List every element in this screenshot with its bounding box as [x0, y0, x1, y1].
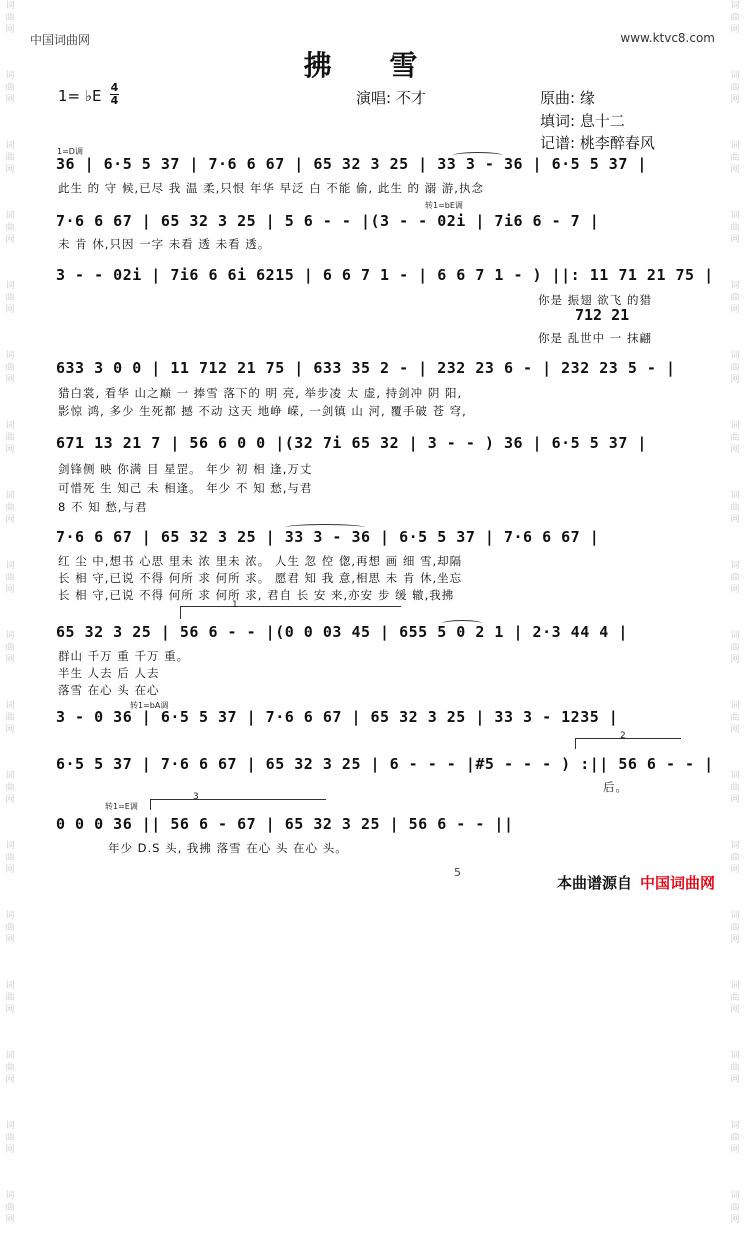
- song-title: 拂 雪: [303, 49, 442, 82]
- lyric-line-4b: 影惊 鸿, 多少 生死都 撼 不动 这天 地峥 嵘, 一剑镇 山 河, 覆手破 苍 穹,: [58, 404, 467, 418]
- notation-line-10: 0 0 0 36 || 56 6 - 67 | 65 32 3 25 | 56 6 - - ||: [56, 815, 514, 833]
- footer-brand: 中国词曲网: [639, 874, 715, 892]
- lyric-line-3: 你是 振翅 欲飞 的猎: [538, 293, 652, 307]
- alternate-notes: 712 21: [575, 306, 630, 324]
- alternate-lyric: 你是 乱世中 一 抹翩: [538, 331, 652, 345]
- key-signature: 1= ♭E: [58, 87, 102, 105]
- lyric-line-4a: 猎白裳, 看华 山之巅 一 捧雪 落下的 明 亮, 举步凌 太 虚, 持剑冲 阴 阳,: [58, 386, 463, 400]
- watermark-text: 词曲网: [5, 1121, 15, 1155]
- key-mark-d: 1=D调: [57, 147, 83, 156]
- notation-line-3: 3 - - 02i | 7i6 6 6i 6215 | 6 6 7 1 - | 6 6 7 1 - ) ||: 11 71 21 75 |: [56, 266, 714, 284]
- lyric-line-10: 年少 D.S 头, 我拂 落雪 在心 头 在心 头。: [108, 841, 348, 855]
- watermark-text: 词曲网: [730, 141, 740, 175]
- watermark-text: 词曲网: [5, 141, 15, 175]
- watermark-column-right: [728, 0, 742, 1260]
- lyric-line-7b: 半生 人去 后 人去: [58, 666, 160, 680]
- tie-mark: [285, 524, 365, 531]
- watermark-text: 词曲网: [730, 1, 740, 35]
- watermark-text: 词曲网: [5, 351, 15, 385]
- modulation-mark-ba: 转1=bA调: [130, 701, 169, 710]
- page-number: 5: [454, 866, 461, 879]
- source-footer: [557, 872, 715, 893]
- notation-line-7: 65 32 3 25 | 56 6 - - |(0 0 03 45 | 655 5 0 2 1 | 2·3 44 4 |: [56, 623, 628, 641]
- volta-bracket-3: [150, 799, 326, 810]
- lyric-line-6b: 长 相 守,已说 不得 何所 求 何所 求。 愿君 知 我 意,相思 未 肯 休,坐忘: [58, 571, 463, 585]
- watermark-text: 词曲网: [5, 491, 15, 525]
- volta-number-1: 1: [232, 600, 238, 610]
- watermark-text: 词曲网: [5, 911, 15, 945]
- modulation-mark-e: 转1=E调: [105, 802, 138, 811]
- site-url: www.ktvc8.com: [620, 31, 715, 45]
- lyric-line-7c: 落雪 在心 头 在心: [58, 683, 160, 697]
- notation-line-6: 7·6 6 67 | 65 32 3 25 | 33 3 - 36 | 6·5 5 37 | 7·6 6 67 |: [56, 528, 600, 546]
- watermark-text: 词曲网: [730, 981, 740, 1015]
- notation-line-9: 6·5 5 37 | 7·6 6 67 | 65 32 3 25 | 6 - - - |#5 - - - ) :|| 56 6 - - |: [56, 755, 714, 773]
- notation-line-8: 3 - 0 36 | 6·5 5 37 | 7·6 6 67 | 65 32 3 25 | 33 3 - 1235 |: [56, 708, 619, 726]
- time-signature-bottom: 4: [110, 94, 119, 107]
- notation-line-5: 671 13 21 7 | 56 6 0 0 |(32 7i 65 32 | 3 - - ) 36 | 6·5 5 37 |: [56, 434, 647, 452]
- site-name: 中国词曲网: [30, 33, 91, 47]
- notation-line-1: 36 | 6·5 5 37 | 7·6 6 67 | 65 32 3 25 | 33 3 - 36 | 6·5 5 37 |: [56, 155, 647, 173]
- lyric-line-7a: 群山 千万 重 千万 重。: [58, 649, 190, 663]
- watermark-text: 词曲网: [730, 1121, 740, 1155]
- watermark-text: 词曲网: [730, 421, 740, 455]
- lyric-line-6c: 长 相 守,已说 不得 何所 求 何所 求, 君自 长 安 来,亦安 步 缓 辙,我拂: [58, 588, 455, 602]
- lyric-line-2: 未 肯 休,只因 一字 未看 透 未看 透。: [58, 237, 271, 251]
- watermark-text: 词曲网: [5, 71, 15, 105]
- notation-line-4: 633 3 0 0 | 11 712 21 75 | 633 35 2 - | 232 23 6 - | 232 23 5 - |: [56, 359, 676, 377]
- transcriber: 记谱: 桃李醉春风: [540, 134, 655, 152]
- lyric-line-6a: 红 尘 中,想书 心思 里未 浓 里未 浓。 人生 忽 倥 偬,再想 画 细 雪,却隔: [58, 554, 463, 568]
- watermark-text: 词曲网: [730, 631, 740, 665]
- footer-text: 本曲谱源自: [556, 874, 632, 892]
- notation-line-2: 7·6 6 67 | 65 32 3 25 | 5 6 - - |(3 - - 02i | 7i6 6 - 7 |: [56, 212, 600, 230]
- volta-bracket-2: [575, 738, 681, 749]
- lyricist: 填词: 息十二: [540, 112, 625, 130]
- watermark-column-left: [3, 0, 17, 1260]
- volta-number-3: 3: [193, 792, 199, 802]
- watermark-text: 词曲网: [5, 281, 15, 315]
- watermark-text: 词曲网: [730, 701, 740, 735]
- watermark-text: 词曲网: [5, 1051, 15, 1085]
- volta-bracket-1: [180, 606, 401, 619]
- watermark-text: 词曲网: [5, 841, 15, 875]
- watermark-text: 词曲网: [730, 911, 740, 945]
- tie-mark: [453, 152, 503, 159]
- watermark-text: 词曲网: [730, 1191, 740, 1225]
- lyric-line-5b: 可惜死 生 知己 未 相逢。 年少 不 知 愁,与君: [58, 481, 313, 495]
- watermark-text: 词曲网: [5, 211, 15, 245]
- watermark-text: 词曲网: [730, 491, 740, 525]
- modulation-mark-be: 转1=bE调: [425, 201, 463, 210]
- watermark-text: 词曲网: [5, 981, 15, 1015]
- watermark-text: 词曲网: [5, 1191, 15, 1225]
- watermark-text: 词曲网: [5, 631, 15, 665]
- singer: 演唱: 不才: [356, 89, 426, 107]
- watermark-text: 词曲网: [5, 771, 15, 805]
- watermark-text: 词曲网: [730, 281, 740, 315]
- time-signature-top: 4: [110, 81, 119, 94]
- lyric-line-5c: 8 不 知 愁,与君: [58, 500, 148, 514]
- lyric-line-5a: 剑锋侧 映 你满 目 星罡。 年少 初 相 逢,万丈: [58, 462, 313, 476]
- watermark-text: 词曲网: [730, 211, 740, 245]
- tie-mark: [442, 620, 482, 627]
- watermark-text: 词曲网: [5, 421, 15, 455]
- watermark-text: 词曲网: [730, 71, 740, 105]
- lyric-line-9: 后。: [603, 780, 628, 794]
- watermark-text: 词曲网: [5, 701, 15, 735]
- volta-number-2: 2: [620, 731, 626, 741]
- watermark-text: 词曲网: [730, 771, 740, 805]
- watermark-text: 词曲网: [730, 351, 740, 385]
- watermark-text: 词曲网: [730, 1051, 740, 1085]
- watermark-text: 词曲网: [5, 1, 15, 35]
- watermark-text: 词曲网: [730, 841, 740, 875]
- lyric-line-1: 此生 的 守 候,已尽 我 温 柔,只恨 年华 早泛 白 不能 偷, 此生 的 溺 游,执念: [58, 181, 484, 195]
- time-signature: [110, 83, 119, 106]
- original-song: 原曲: 缘: [540, 89, 595, 107]
- watermark-text: 词曲网: [730, 561, 740, 595]
- watermark-text: 词曲网: [5, 561, 15, 595]
